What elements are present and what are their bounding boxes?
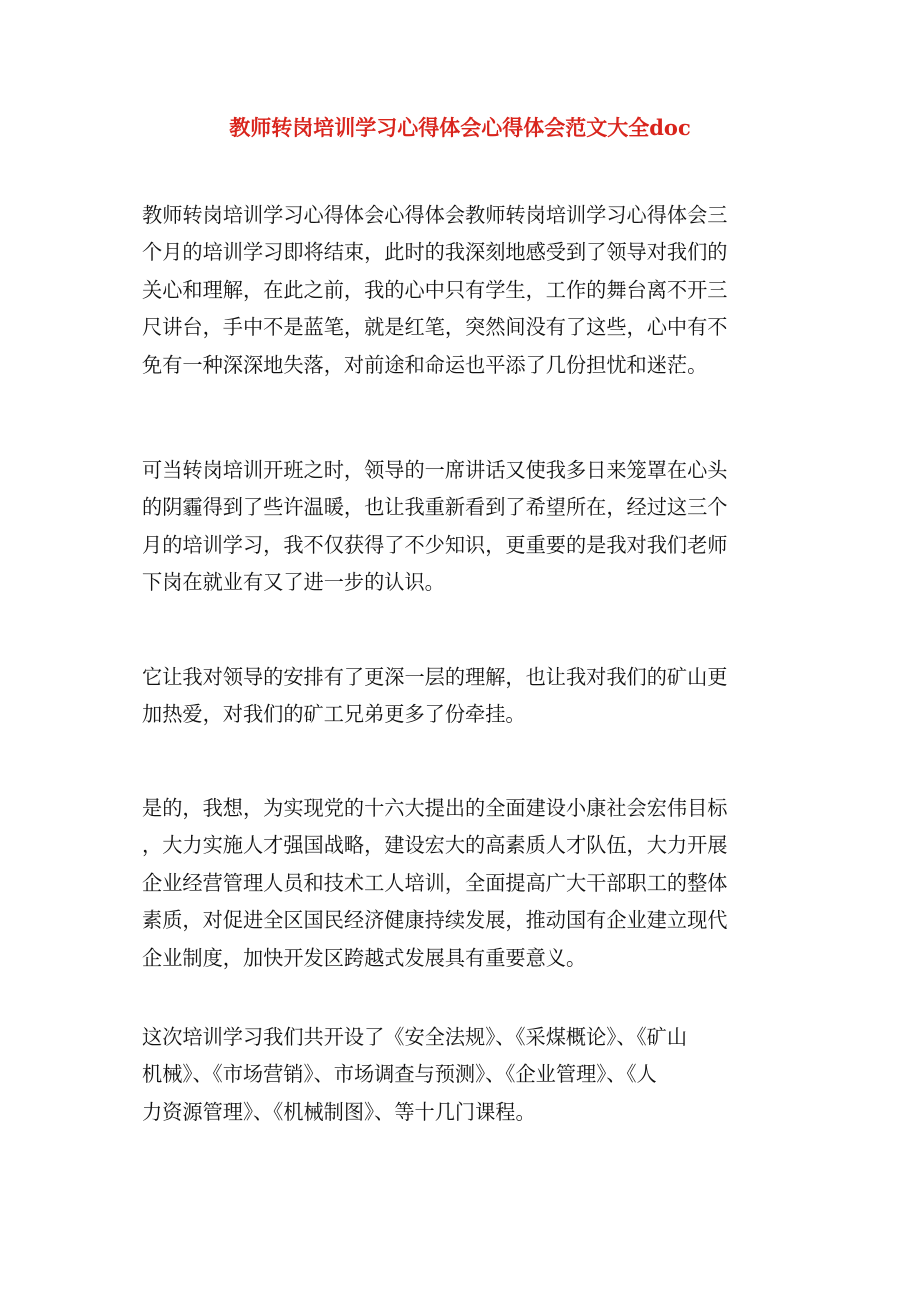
text-line: 下岗在就业有又了进一步的认识。 (142, 570, 445, 595)
text-line: 教师转岗培训学习心得体会心得体会教师转岗培训学习心得体会三 (142, 203, 728, 227)
text-line: 力资源管理》、《机械制图》、等十几门课程。 (142, 1099, 536, 1124)
text-line: 月的培训学习，我不仅获得了不少知识，更重要的是我对我们老师 (142, 532, 728, 557)
text-line: 可当转岗培训开班之时，领导的一席讲话又使我多日来笼罩在心头 (142, 458, 728, 482)
paragraph-4 (142, 790, 782, 977)
text-line: 素质，对促进全区国民经济健康持续发展，推动国有企业建立现代 (142, 908, 728, 933)
paragraph-3 (142, 659, 782, 734)
text-line: 是的，我想，为实现党的十六大提出的全面建设小康社会宏伟目标 (142, 796, 728, 820)
text-line: 的阴霾得到了些许温暖，也让我重新看到了希望所在，经过这三个 (142, 495, 728, 520)
text-line: 这次培训学习我们共开设了《安全法规》、《采煤概论》、《矿山 (142, 1025, 688, 1049)
text-line: ，大力实施人才强国战略，建设宏大的高素质人才队伍，大力开展 (142, 833, 728, 858)
text-line: 个月的培训学习即将结束，此时的我深刻地感受到了领导对我们的 (142, 240, 728, 265)
text-line: 它让我对领导的安排有了更深一层的理解，也让我对我们的矿山更 (142, 665, 728, 689)
text-line: 企业制度，加快开发区跨越式发展具有重要意义。 (142, 945, 587, 970)
text-line: 机械》、《市场营销》、市场调查与预测》、《企业管理》、《人 (142, 1062, 657, 1087)
paragraph-5 (142, 1019, 782, 1131)
paragraph-1 (142, 197, 782, 384)
text-line: 尺讲台，手中不是蓝笔，就是红笔，突然间没有了这些，心中有不 (142, 315, 728, 340)
paragraph-2 (142, 452, 782, 602)
text-line: 企业经营管理人员和技术工人培训，全面提高广大干部职工的整体 (142, 870, 728, 895)
document-title: 教师转岗培训学习心得体会心得体会范文大全doc (229, 115, 691, 140)
text-line: 关心和理解，在此之前，我的心中只有学生，工作的舞台离不开三 (142, 277, 728, 302)
text-line: 免有一种深深地失落，对前途和命运也平添了几份担忧和迷茫。 (142, 352, 708, 377)
text-line: 加热爱，对我们的矿工兄弟更多了份牵挂。 (142, 702, 526, 727)
